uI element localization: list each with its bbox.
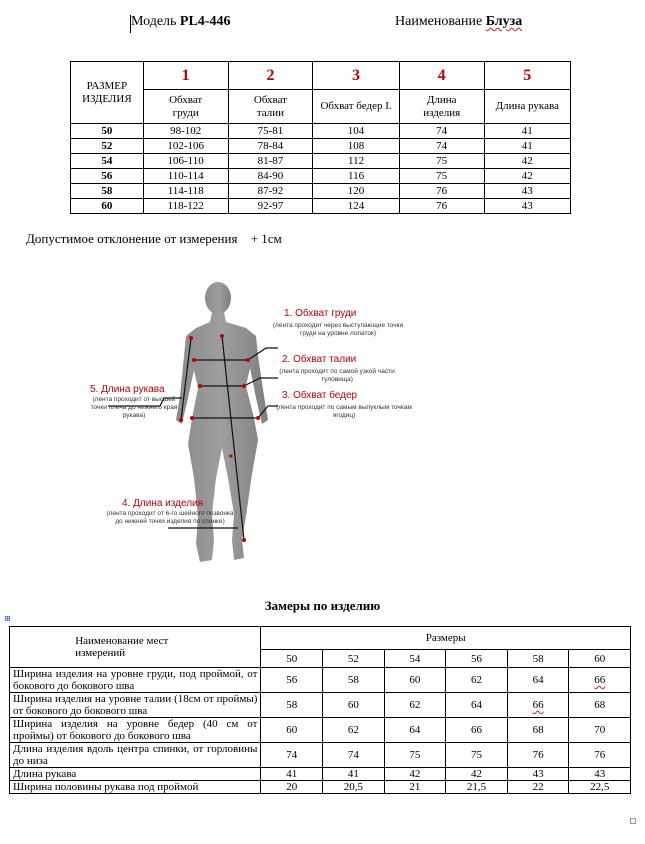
measurement-cell [569,693,631,718]
measurement-cell [569,781,631,794]
product-name-line [395,14,522,30]
model-line [131,14,230,30]
measurement-cell: 75 [399,169,484,184]
table-anchor-icon[interactable]: ⊞ [4,614,11,623]
measurement-value: 64 [532,674,544,686]
product-name-label: Наименование [395,14,483,29]
size-row [71,124,571,139]
measurement-cell: 102-106 [143,139,228,154]
measurement-cell [507,781,569,794]
measurement-cell: 108 [313,139,399,154]
measurement-value: 74 [286,749,298,761]
measurement-name: Ширина изделия на уровне талии (18см от проймы) от бокового до бокового шва [10,693,261,718]
measurement-cell [261,693,323,718]
measurement-cell [323,743,385,768]
measurement-value: 66 [594,674,606,686]
sizes-header: Размеры [261,627,631,650]
measurement-value: 68 [594,699,606,711]
size-row [71,139,571,154]
column-number: 5 [484,62,570,90]
measurement-row [10,718,631,743]
column-label-chest: Обхват груди [143,90,228,124]
measurement-cell [569,668,631,693]
measurement-cell: 92-97 [228,199,313,214]
measurement-cell: 41 [484,139,570,154]
measure-hips-note: (лента проходит по самым выпуклым точкам ягодиц) [276,404,412,419]
measurement-row [10,743,631,768]
measure-hips-title: 3. Обхват бедер [282,390,358,401]
size-cell: 60 [71,199,144,214]
product-name-value: Блуза [485,14,523,29]
measurement-value: 22 [532,781,544,793]
measurement-cell: 43 [484,199,570,214]
measurement-value: 21,5 [466,781,487,793]
measurement-cell [446,718,508,743]
measurement-cell [384,768,446,781]
measurement-row [10,693,631,718]
measurement-value: 76 [532,749,544,761]
size-column-header: 60 [569,650,631,668]
measurement-cell [384,668,446,693]
measurement-value: 68 [532,724,544,736]
measurement-cell: 74 [399,124,484,139]
measurement-row [10,668,631,693]
column-label-waist: Обхват талии [228,90,313,124]
measurement-cell: 104 [313,124,399,139]
measurement-cell [384,781,446,794]
measurement-value: 41 [286,768,298,780]
measurement-value: 64 [471,699,482,711]
measure-sleeve-note: (лента проходит от высшей точки плеча до нижнего края рукава) [90,396,178,419]
measurement-value: 66 [532,699,544,711]
measurement-cell [323,781,385,794]
size-chart-table [70,61,571,214]
measurement-value: 42 [409,768,421,780]
measurement-value: 43 [532,768,544,780]
measurement-cell [507,718,569,743]
size-column-header: РАЗМЕР ИЗДЕЛИЯ [71,62,144,124]
measurement-cell [569,768,631,781]
measurement-value: 60 [409,674,421,686]
measurement-cell: 120 [313,184,399,199]
size-cell: 56 [71,169,144,184]
measurement-value: 70 [594,724,606,736]
measurement-name: Длина рукава [10,768,261,781]
page-corner-marker [630,818,636,824]
measurement-cell: 75 [399,154,484,169]
measurement-value: 42 [471,768,482,780]
measurement-cell: 76 [399,184,484,199]
measurement-cell [261,768,323,781]
measurement-cell: 84-90 [228,169,313,184]
size-column-header: 56 [446,650,508,668]
measurement-name: Длина изделия вдоль центра спинки, от горловины до низа [10,743,261,768]
tolerance-value: + 1см [250,231,282,246]
measurement-cell: 43 [484,184,570,199]
measurement-value: 76 [594,749,606,761]
column-label-sleeve: Длина рукава [484,90,570,124]
measurement-cell: 75-81 [228,124,313,139]
column-number: 3 [313,62,399,90]
measurement-value: 58 [347,674,359,686]
measurement-figure [88,278,418,578]
measurement-value: 62 [471,674,482,686]
measurement-cell [261,718,323,743]
measurement-cell: 114-118 [143,184,228,199]
column-label-length: Длина изделия [399,90,484,124]
measurement-cell: 98-102 [143,124,228,139]
measurement-cell [261,743,323,768]
measurement-row [10,781,631,794]
measurement-cell: 87-92 [228,184,313,199]
measure-waist-note: (лента проходит по самой узкой части туловища) [279,368,395,383]
size-row [71,169,571,184]
measurement-cell [323,768,385,781]
measure-length-title: 4. Длина изделия [122,498,204,509]
measurement-value: 41 [347,768,359,780]
measurement-value: 66 [471,724,482,736]
measurement-cell: 112 [313,154,399,169]
measurement-value: 20,5 [343,781,363,793]
measurement-cell [261,668,323,693]
column-number: 4 [399,62,484,90]
size-row [71,199,571,214]
measurement-cell [384,693,446,718]
measurement-cell: 42 [484,154,570,169]
size-column-header: 50 [261,650,323,668]
measurement-value: 60 [347,699,359,711]
measurement-cell: 124 [313,199,399,214]
measurement-value: 20 [286,781,298,793]
measurement-cell: 116 [313,169,399,184]
measurement-name: Ширина изделия на уровне груди, под проймой, от бокового до бокового шва [10,668,261,693]
measurement-cell [446,693,508,718]
measurement-value: 43 [594,768,606,780]
measurement-cell [569,743,631,768]
size-column-header: 54 [384,650,446,668]
garment-measurements-title: Замеры по изделию [264,598,381,613]
measurement-cell [384,743,446,768]
measurement-cell: 78-84 [228,139,313,154]
measurement-cell: 118-122 [143,199,228,214]
measurement-cell [507,768,569,781]
measurement-cell [446,668,508,693]
measurement-value: 64 [409,724,421,736]
measurement-value: 74 [347,749,359,761]
model-value: PL4-446 [179,14,231,29]
measurement-cell: 81-87 [228,154,313,169]
measure-name-header [10,627,261,668]
measurement-value: 56 [286,674,298,686]
measurement-cell [446,768,508,781]
column-number: 1 [143,62,228,90]
tolerance-text: Допустимое отклонение от измерения [26,231,238,246]
column-number: 2 [228,62,313,90]
size-cell: 50 [71,124,144,139]
measurement-name: Ширина изделия на уровне бедер (40 см от проймы) от бокового до бокового шва [10,718,261,743]
measure-name-header-text: Наименование мест измерений [75,635,169,659]
size-cell: 58 [71,184,144,199]
measurement-cell: 106-110 [143,154,228,169]
size-column-header: 58 [507,650,569,668]
measurement-cell [384,718,446,743]
size-row [71,184,571,199]
measurement-cell [569,718,631,743]
measure-chest-note: (лента проходит через выступающие точки груди на уровне лопаток) [272,322,404,337]
measure-chest-title: 1. Обхват груди [284,308,357,319]
tolerance-line [26,231,282,247]
size-row [71,154,571,169]
measurement-value: 62 [347,724,359,736]
measurement-value: 75 [471,749,482,761]
column-label-hips: Обхват бедер I. [313,90,399,124]
measurement-cell [261,781,323,794]
measurement-cell [507,743,569,768]
measurement-cell [507,693,569,718]
measurement-value: 62 [409,699,421,711]
measurement-name: Ширина половины рукава под проймой [10,781,261,794]
measurement-value: 75 [409,749,421,761]
measure-sleeve-title: 5. Длина рукава [90,384,165,395]
measurement-value: 21 [409,781,421,793]
measurement-cell: 74 [399,139,484,154]
measurement-cell: 41 [484,124,570,139]
measurement-cell [507,668,569,693]
measurement-cell [446,781,508,794]
garment-measurements-table [9,626,631,794]
size-cell: 52 [71,139,144,154]
measurement-value: 58 [286,699,298,711]
measurement-cell: 110-114 [143,169,228,184]
measurement-row [10,768,631,781]
measurement-value: 60 [286,724,298,736]
measurement-cell [323,693,385,718]
measure-waist-title: 2. Обхват талии [282,354,357,365]
measurement-cell: 76 [399,199,484,214]
measure-length-note: (лента проходит от 6-го шейного позвонка до нижней точки изделия по спинке) [106,510,234,525]
measurement-value: 22,5 [590,781,610,793]
measurement-cell [323,718,385,743]
model-label: Модель [131,14,177,29]
measurement-cell [446,743,508,768]
measurement-cell [323,668,385,693]
size-cell: 54 [71,154,144,169]
measurement-cell: 42 [484,169,570,184]
size-column-header: 52 [323,650,385,668]
